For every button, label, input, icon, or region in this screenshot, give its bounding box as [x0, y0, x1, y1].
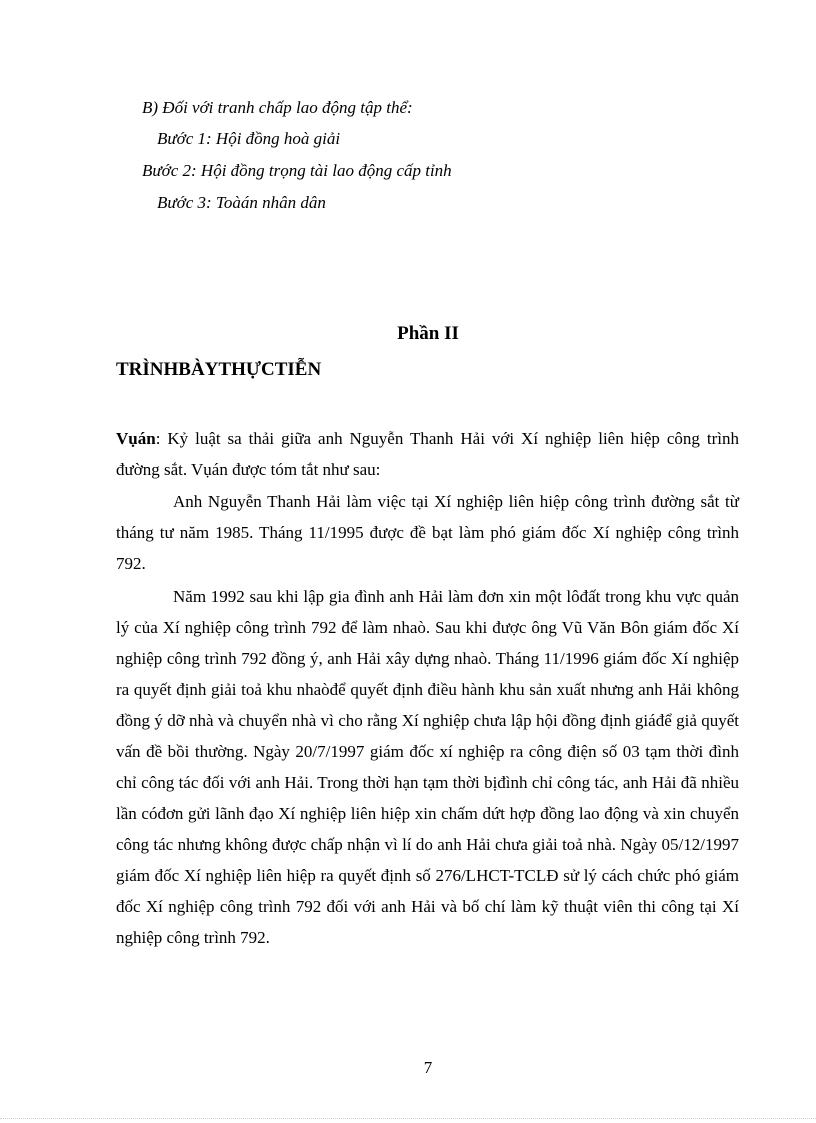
page-bottom-rule	[0, 1118, 816, 1119]
case-lead-label: Vụán	[116, 429, 156, 448]
intro-collective-dispute-heading: B) Đối với tranh chấp lao động tập thể:	[142, 98, 413, 117]
intro-step-2: Bước 2: Hội đồng trọng tài lao động cấp tỉnh	[142, 161, 452, 180]
case-lead-text: : Kỷ luật sa thải giữa anh Nguyễn Thanh Hải với Xí nghiệp liên hiệp công trình đường sắt. Vụán được tóm tắt như sau:	[116, 429, 739, 479]
intro-step-1: Bước 1: Hội đồng hoà giải	[157, 129, 341, 148]
case-paragraph-2: Năm 1992 sau khi lập gia đình anh Hải làm đơn xin một lôđất trong khu vực quản lý của Xí nghiệp công trình 792 để làm nhaò. Sau khi được ông Vũ Văn Bôn giám đốc Xí nghiệp công trình 792 đồng ý, anh Hải xây dựng nhaò. Tháng 11/1996 giám đốc Xí nghiệp ra quyết định giải toả khu nhaòđể quyết định điều hành khu sản xuất nhưng anh Hải không đồng ý dỡ nhà và chuyển nhà vì cho rằng Xí nghiệp chưa lập hội đồng định giáđể giả quyết vấn đề bồi thường. Ngày 20/7/1997 giám đốc xí nghiệp ra công điện số 03 tạm thời đình chỉ công tác đối với anh Hải. Trong thời hạn tạm thời bịđình chỉ công tác, anh Hải đã nhiều lần cóđơn gửi lãnh đạo Xí nghiệp liên hiệp xin chấm dứt hợp đồng lao động và xin chuyển công tác nhưng không được chấp nhận vì lí do anh Hải chưa giải toả nhà. Ngày 05/12/1997 giám đốc Xí nghiệp liên hiệp ra quyết định số 276/LHCT-TCLĐ sử lý cách chức phó giám đốc Xí nghiệp công trình 792 đối với anh Hải và bố chí làm kỹ thuật viên thi công tại Xí nghiệp công trình 792.	[116, 587, 739, 947]
page-number: 7	[423, 1058, 433, 1077]
part-heading: Phần II	[397, 323, 459, 344]
case-summary-paragraph	[116, 423, 739, 485]
case-paragraph-1: Anh Nguyễn Thanh Hải làm việc tại Xí nghiệp liên hiệp công trình đường sắt từ tháng tư năm 1985. Tháng 11/1995 được đề bạt làm phó giám đốc Xí nghiệp công trình 792.	[116, 492, 739, 573]
section-heading: TRÌNHBÀYTHỰCTIỄN	[116, 359, 322, 380]
intro-step-3: Bước 3: Toàán nhân dân	[157, 193, 326, 212]
